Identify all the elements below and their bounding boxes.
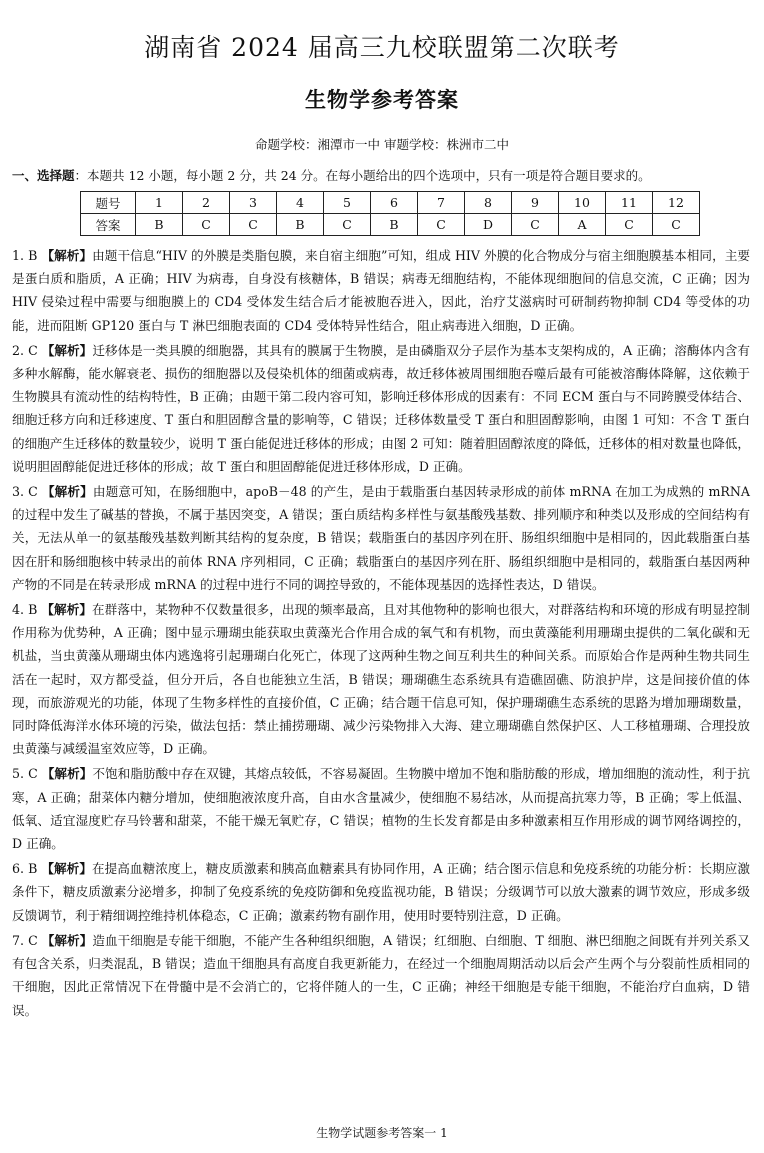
- answer-table-row-label: 答案: [81, 214, 136, 236]
- item-answer: 7. C: [12, 932, 42, 948]
- answer-table-cell: C: [183, 214, 230, 236]
- item-text: 由题干信息“HIV 的外膜是类脂包膜，来自宿主细胞”可知，组成 HIV 外膜的化合物成分与宿主细胞膜基本相同，主要是蛋白质和脂质，A 正确；HIV 为病毒，自身没有核糖体，B 错误；病毒无细胞结构，不能体现细胞间的信息交流，C 正确；因为 HIV 侵染过程中需要与细胞膜上的 CD4 受体发生结合后才能被胞吞进入，因此，治疗艾滋病时可研制药物抑制 CD4 等受体的功能，进而阻断 GP120 蛋白与 T 淋巴细胞表面的 CD4 受体特异性结合，阻止病毒进入细胞，D 正确。: [12, 248, 751, 333]
- answer-table-cell: C: [418, 214, 465, 236]
- answer-table-cell: B: [277, 214, 324, 236]
- answer-table-cell: 3: [230, 192, 277, 214]
- explanation-item: [12, 929, 750, 1022]
- answer-table-cell: C: [324, 214, 371, 236]
- answer-table-cell: 12: [653, 192, 700, 214]
- analysis-tag: 【解析】: [41, 861, 92, 877]
- analysis-tag: 【解析】: [41, 766, 93, 782]
- item-answer: 1. B: [12, 248, 42, 263]
- answer-table-answer-row: [81, 214, 700, 236]
- answer-table-cell: B: [371, 214, 418, 236]
- answer-table-cell: 9: [512, 192, 559, 214]
- answer-table-cell: C: [512, 214, 559, 236]
- explanation-item: [12, 244, 750, 337]
- school-credits: 命题学校：湘潭市一中 审题学校：株洲市二中: [255, 137, 509, 152]
- answer-table-number-row: [81, 192, 700, 214]
- answer-table-cell: 6: [371, 192, 418, 214]
- answer-table-cell: 8: [465, 192, 512, 214]
- answer-table-cell: B: [136, 214, 183, 236]
- explanation-item: [12, 339, 750, 478]
- item-text: 迁移体是一类具膜的细胞器，其具有的膜属于生物膜，是由磷脂双分子层作为基本支架构成的，A 正确；溶酶体内含有多种水解酶，能水解衰老、损伤的细胞器以及侵染机体的细菌或病毒，故迁移体被周围细胞吞噬后最有可能被溶酶体降解，这依赖于生物膜具有流动性的结构特性，B 正确；由题干第二段内容可知，影响迁移体形成的因素有：不同 ECM 蛋白与不同跨膜受体结合、细胞迁移方向和迁移速度、T 蛋白和胆固醇含量的影响等，C 错误；迁移体数量受 T 蛋白和胆固醇影响，由图 1 可知：不含 T 蛋白的细胞产生迁移体的数量较少，说明 T 蛋白能促进迁移体的形成；由图 2 可知：随着胆固醇浓度的降低，迁移体的相对数量也降低，说明胆固醇能促进迁移体的形成；故 T 蛋白和胆固醇能促进迁移体形成，D 正确。: [12, 342, 750, 474]
- answer-table-cell: C: [653, 214, 700, 236]
- analysis-tag: 【解析】: [41, 602, 93, 618]
- analysis-tag: 【解析】: [41, 248, 93, 263]
- answer-table-cell: 11: [606, 192, 653, 214]
- page-subtitle: 生物学参考答案: [305, 88, 459, 112]
- explanation-item: [12, 598, 750, 760]
- explanation-item: [12, 762, 750, 855]
- explanation-item: [12, 480, 750, 596]
- item-text: 由题意可知，在肠细胞中，apoB－48 的产生，是由于载脂蛋白基因转录形成的前体 mRNA 在加工为成熟的 mRNA 的过程中发生了碱基的替换，不属于基因突变，A 错误；蛋白质结构多样性与氨基酸残基数、排列顺序和种类以及形成的空间结构有关，无法从单一的氨基酸残基数判断其结构的复杂度，B 错误；载脂蛋白的基因序列在肝、肠组织细胞中是相同的，因此载脂蛋白基因在肝和肠细胞核中转录出的前体 RNA 序列相同，C 正确；载脂蛋白的基因序列在肝、肠组织细胞中是相同的，载脂蛋白基因两种产物的不同是在转录形成 mRNA 的过程中进行不同的调控导致的，不能体现基因的选择性表达，D 错误。: [12, 484, 750, 592]
- item-answer: 6. B: [12, 861, 42, 877]
- answer-table-cell: C: [230, 214, 277, 236]
- item-text: 在群落中，某物种不仅数量很多，出现的频率最高，且对其他物种的影响也很大，对群落结构和环境的形成有明显控制作用称为优势种，A 正确；图中显示珊瑚虫能获取虫黄藻光合作用合成的氧气和有机物，而虫黄藻能利用珊瑚虫提供的二氧化碳和无机盐，当虫黄藻从珊瑚虫体内逃逸将引起珊瑚白化死亡，体现了这两种生物之间互利共生的种间关系。而原始合作是两种生物共同生活在一起时，双方都受益，但分开后，各自也能独立生活，B 错误；珊瑚礁生态系统具有造礁固礁、防浪护岸，这是间接价值的体现，而旅游观光的功能，体现了生物多样性的直接价值，C 正确；结合题干信息可知，保护珊瑚礁生态系统的思路为增加珊瑚数量，同时降低海洋水体环境的污染，做法包括：禁止捕捞珊瑚、减少污染物排入大海、建立珊瑚礁自然保护区、人工移植珊瑚、合理投放虫黄藻与减缓温室效应等，D 正确。: [12, 602, 751, 757]
- section-heading: [12, 166, 752, 184]
- analysis-tag: 【解析】: [41, 484, 93, 500]
- page-footer: 生物学试题参考答案一 1: [316, 1126, 448, 1140]
- answer-table-cell: 1: [136, 192, 183, 214]
- section-title: 一、选择题: [12, 168, 75, 183]
- answer-table-cell: 2: [183, 192, 230, 214]
- analysis-tag: 【解析】: [41, 932, 93, 948]
- answer-table-cell: A: [559, 214, 606, 236]
- item-text: 造血干细胞是专能干细胞，不能产生各种组织细胞，A 错误；红细胞、白细胞、T 细胞、淋巴细胞之间既有并列关系又有包含关系，归类混乱，B 错误；造血干细胞具有高度自我更新能力，在经过一个细胞周期活动以后会产生两个与分裂前性质相同的干细胞，因此正常情况下在骨髓中是不会消亡的，它将伴随人的一生，C 正确；神经干细胞是专能干细胞，不能治疗白血病，D 错误。: [12, 932, 750, 1018]
- answer-table-cell: 7: [418, 192, 465, 214]
- analysis-tag: 【解析】: [41, 342, 93, 358]
- explanation-list: [12, 244, 750, 1024]
- answer-table-cell: 5: [324, 192, 371, 214]
- explanation-item: [12, 857, 750, 927]
- page-title: 湖南省 2024 届高三九校联盟第二次联考: [144, 33, 620, 62]
- item-answer: 4. B: [12, 602, 42, 618]
- item-answer: 5. C: [12, 766, 42, 782]
- item-text: 在提高血糖浓度上，糖皮质激素和胰高血糖素具有协同作用，A 正确；结合图示信息和免疫系统的功能分析：长期应激条件下，糖皮质激素分泌增多，抑制了免疫系统的免疫防御和免疫监视功能，B 错误；分级调节可以放大激素的调节效应，形成多级反馈调节，利于精细调控维持机体稳态，C 正确；激素药物有副作用，使用时要特别注意，D 正确。: [12, 861, 751, 923]
- item-answer: 3. C: [12, 484, 42, 500]
- answer-table-cell: 4: [277, 192, 324, 214]
- section-instructions: ：本题共 12 小题，每小题 2 分，共 24 分。在每小题给出的四个选项中，只有一项是符合题目要求的。: [74, 168, 651, 183]
- item-text: 不饱和脂肪酸中存在双键，其熔点较低，不容易凝固。生物膜中增加不饱和脂肪酸的形成，增加细胞的流动性，利于抗寒，A 正确；甜菜体内糖分增加，使细胞液浓度升高，自由水含量减少，使细胞不易结冰，从而提高抗寒力等，B 正确；零上低温、低氧、适宜湿度贮存马铃薯和甜菜，不能干燥无氧贮存，C 错误；植物的生长发育都是由多种激素相互作用形成的调节网络调控的，D 正确。: [12, 766, 751, 852]
- answer-table: [80, 191, 700, 236]
- answer-table-cell: 10: [559, 192, 606, 214]
- answer-table-row-label: 题号: [81, 192, 136, 214]
- answer-table-cell: C: [606, 214, 653, 236]
- item-answer: 2. C: [12, 342, 42, 358]
- answer-table-cell: D: [465, 214, 512, 236]
